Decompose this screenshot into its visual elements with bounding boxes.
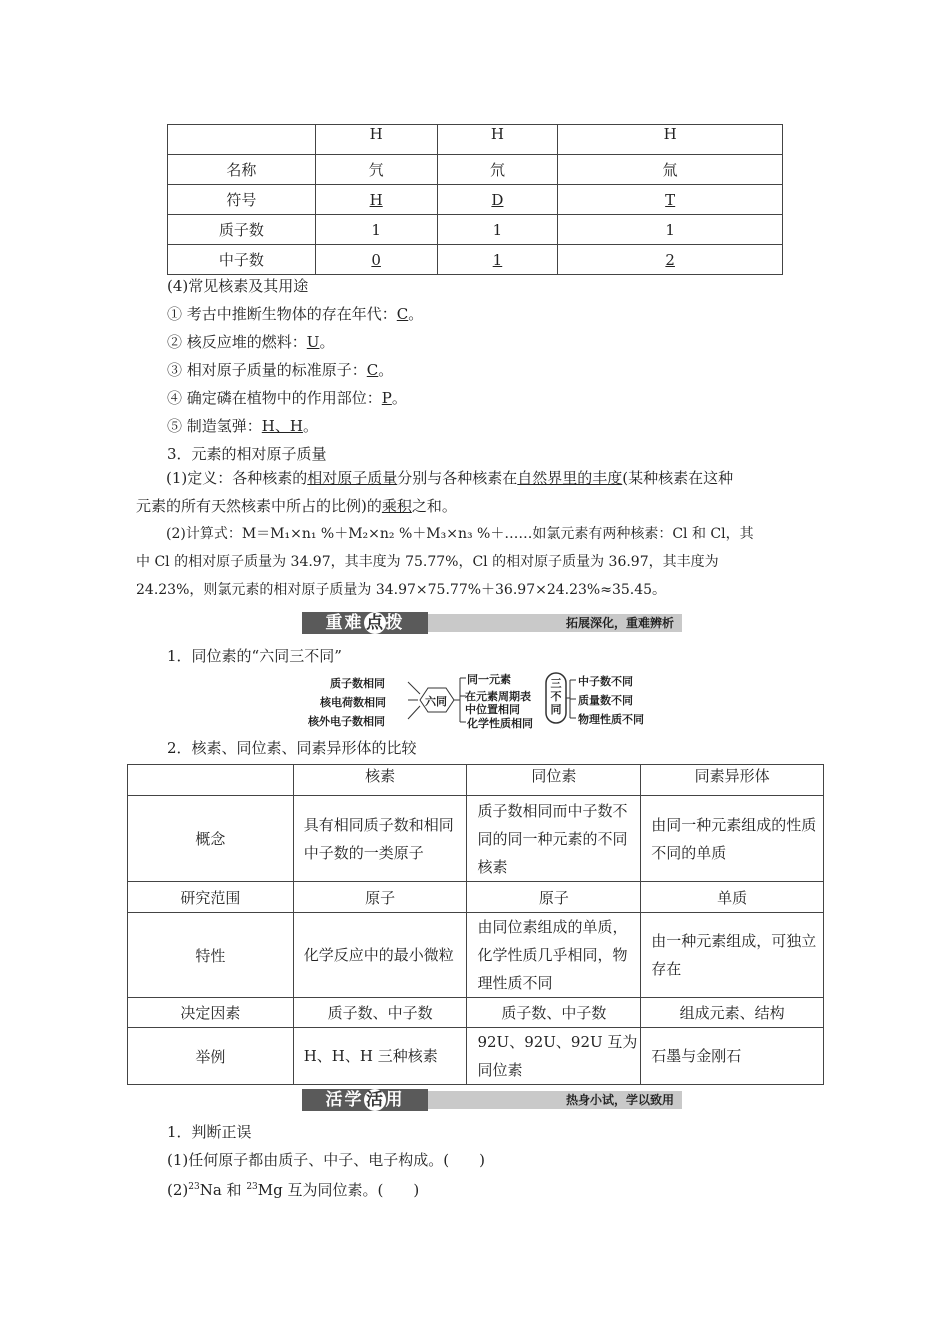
table-cell: 由同一种元素组成的性质不同的单质 [641, 796, 824, 882]
section-banner-practice [302, 1089, 682, 1111]
answer-blank: 0 [371, 250, 381, 269]
table-cell: 1 [558, 215, 783, 245]
list-item: ⑤ 制造氢弹：H、H。 [167, 417, 318, 435]
answer-blank: T [665, 190, 676, 209]
table-cell: H、H、H 三种核素 [293, 1028, 467, 1085]
diagram-label: 质子数相同 [330, 677, 385, 690]
definition-line: 元素的所有天然核素中所占的比例)的乘积之和。 [136, 497, 457, 515]
table-cell: 质子数、中子数 [293, 998, 467, 1028]
answer-blank: D [491, 190, 504, 209]
row-label: 研究范围 [128, 882, 294, 913]
answer-blank: 1 [492, 250, 503, 269]
formula-line: 24.23%，则氯元素的相对原子质量为 34.97×75.77%＋36.97×24.23%≈35.45。 [136, 582, 667, 598]
list-item: ② 核反应堆的燃料：U。 [167, 333, 335, 351]
table-cell: 石墨与金刚石 [641, 1028, 824, 1085]
table-header: H [437, 125, 558, 155]
diagram-label: 中位置相同 [465, 703, 520, 716]
row-label: 中子数 [168, 245, 316, 275]
diagram-label: 同一元素 [467, 673, 511, 686]
diagram-oval-label: 三不同 [550, 677, 562, 716]
row-label: 举例 [128, 1028, 294, 1085]
list-item: ③ 相对原子质量的标准原子：C。 [167, 361, 394, 379]
table-cell: 具有相同质子数和相同中子数的一类原子 [293, 796, 467, 882]
table-cell [315, 245, 437, 275]
table-cell [315, 185, 437, 215]
row-label: 名称 [168, 155, 316, 185]
answer-blank: H [369, 190, 383, 209]
table-cell: 原子 [293, 882, 467, 913]
banner-subtitle: 热身小试，学以致用 [565, 1093, 674, 1107]
table-cell: 氕 [315, 155, 437, 185]
section-title: (4)常见核素及其用途 [167, 277, 309, 295]
list-item: ④ 确定磷在植物中的作用部位：P。 [167, 389, 407, 407]
table-cell: 氚 [558, 155, 783, 185]
diagram-label: 中子数不同 [578, 675, 633, 688]
table-cell: 组成元素、结构 [641, 998, 824, 1028]
diagram-label: 物理性质不同 [578, 713, 644, 726]
table-cell [437, 185, 558, 215]
diagram-label: 化学性质相同 [467, 717, 533, 730]
banner-subtitle: 拓展深化，重难辨析 [565, 616, 674, 630]
table-header: 核素 [293, 765, 467, 796]
table-cell [437, 245, 558, 275]
table-header: H [315, 125, 437, 155]
formula-line: 中 Cl 的相对原子质量为 34.97，其丰度为 75.77%，Cl 的相对原子质量为 36.97，其丰度为 [136, 554, 719, 570]
table-header [128, 765, 294, 796]
table-cell [558, 185, 783, 215]
section-title: 3．元素的相对原子质量 [167, 445, 327, 463]
table-cell: 氘 [437, 155, 558, 185]
practice-question: (1)任何原子都由质子、中子、电子构成。( ) [167, 1151, 485, 1169]
row-label: 概念 [128, 796, 294, 882]
definition-line: (1)定义：各种核素的相对原子质量分别与各种核素在自然界里的丰度(某种核素在这种 [166, 469, 734, 487]
table-cell: 1 [437, 215, 558, 245]
table-cell: 原子 [467, 882, 641, 913]
section-banner-key-points [302, 612, 682, 634]
comparison-table [127, 764, 824, 1085]
isotope-table [167, 124, 783, 275]
row-label: 决定因素 [128, 998, 294, 1028]
table-header: 同位素 [467, 765, 641, 796]
table-header: H [558, 125, 783, 155]
banner-label: 重难 点 拨 [302, 612, 428, 634]
table-cell [558, 245, 783, 275]
table-cell: 化学反应中的最小微粒 [293, 913, 467, 998]
row-label: 符号 [168, 185, 316, 215]
list-item: ① 考古中推断生物体的存在年代：C。 [167, 305, 424, 323]
formula-line: (2)计算式：M＝M₁×n₁ %＋M₂×n₂ %＋M₃×n₃ %＋……如氯元素有两种核素：Cl 和 Cl，其 [166, 526, 754, 542]
table-header [168, 125, 316, 155]
point-title: 2．核素、同位素、同素异形体的比较 [167, 739, 417, 757]
table-cell: 92U、92U、92U 互为同位素 [467, 1028, 641, 1085]
diagram-hexagon-label: 六同 [425, 695, 447, 708]
diagram-label: 质量数不同 [578, 694, 633, 707]
point-title: 1．同位素的“六同三不同” [167, 647, 342, 665]
table-header: 同素异形体 [641, 765, 824, 796]
practice-question: $(2)^{23}Na$ 和 $^{23}$Mg 互为同位素。( ) [167, 1181, 420, 1199]
six-same-three-different-diagram [308, 670, 660, 730]
table-cell: 质子数、中子数 [467, 998, 641, 1028]
table-cell: 由一种元素组成，可独立存在 [641, 913, 824, 998]
table-cell: 质子数相同而中子数不同的同一种元素的不同核素 [467, 796, 641, 882]
diagram-label: 在元素周期表 [465, 690, 531, 703]
answer-blank: 2 [665, 250, 675, 269]
table-cell: 由同位素组成的单质，化学性质几乎相同，物理性质不同 [467, 913, 641, 998]
practice-title: 1．判断正误 [167, 1123, 252, 1141]
diagram-label: 核电荷数相同 [320, 696, 386, 709]
table-cell: 1 [315, 215, 437, 245]
table-cell: 单质 [641, 882, 824, 913]
diagram-label: 核外电子数相同 [308, 715, 385, 728]
banner-label: 活学 活 用 [302, 1089, 428, 1111]
row-label: 特性 [128, 913, 294, 998]
row-label: 质子数 [168, 215, 316, 245]
